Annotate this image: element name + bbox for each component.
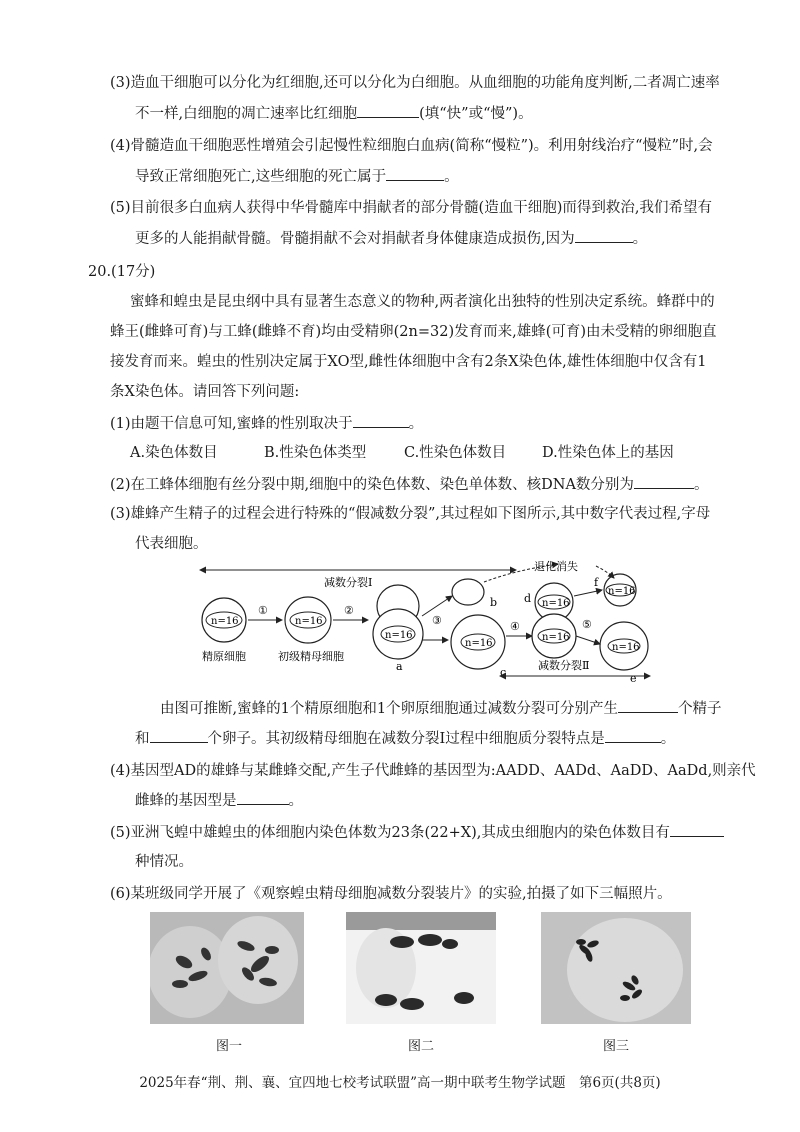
option-c[interactable]: C.性染色体数目 — [404, 445, 507, 461]
sub-question-3-inference-2: 和 个卵子。其初级精母细胞在减数分裂Ⅰ过程中细胞质分裂特点是 。 — [135, 728, 675, 749]
intro-line: 蜂王(雌蜂可育)与工蜂(雌蜂不育)均由受精卵(2n=32)发育而来,雄蜂(可育)由未受精的卵细胞直 — [110, 324, 717, 340]
chromosome-label: n=16 — [465, 638, 493, 649]
answer-blank[interactable] — [237, 790, 289, 805]
q4-line2: 导致正常细胞死亡,这些细胞的死亡属于 。 — [135, 166, 459, 187]
option-a[interactable]: A.染色体数目 — [130, 445, 218, 461]
cell-label-f: f — [594, 576, 599, 589]
spermatogonium-label: 精原细胞 — [202, 650, 246, 663]
page-footer: 2025年春“荆、荆、襄、宜四地七校考试联盟”高一期中联考生物学试题 第6页(共8页) — [139, 1075, 661, 1091]
micrograph-2 — [346, 912, 496, 1024]
option-d[interactable]: D.性染色体上的基因 — [542, 445, 674, 461]
sub-question-1: (1)由题干信息可知,蜜蜂的性别取决于 。 — [110, 413, 423, 434]
answer-blank[interactable] — [150, 728, 208, 743]
sub-question-6: (6)某班级同学开展了《观察蝗虫精母细胞减数分裂装片》的实验,拍摄了如下三幅照片。 — [110, 886, 672, 902]
answer-blank[interactable] — [670, 822, 724, 837]
figure-caption: 图三 — [603, 1039, 630, 1054]
q3-line2: 不一样,白细胞的凋亡速率比红细胞 (填“快”或“慢”)。 — [135, 103, 533, 124]
cell-label-b: b — [490, 596, 498, 609]
figure-caption: 图一 — [216, 1039, 243, 1054]
answer-blank[interactable] — [634, 474, 694, 489]
chromosome-label: n=16 — [211, 616, 239, 627]
sub-question-5-line2: 种情况。 — [135, 854, 193, 870]
figure-caption: 图二 — [408, 1039, 435, 1054]
micrograph-3 — [541, 912, 691, 1024]
chromosome-label: n=16 — [385, 630, 413, 641]
cell-label-d: d — [524, 592, 532, 605]
question-number: 20.(17分) — [88, 264, 156, 280]
q5-line1: (5)目前很多白血病人获得中华骨髓库中捐献者的部分骨髓(造血干细胞)而得到救治,我们希望有 — [110, 200, 712, 216]
chromosome-label: n=16 — [295, 616, 323, 627]
option-b[interactable]: B.性染色体类型 — [264, 445, 367, 461]
intro-line: 蜜蜂和蝗虫是昆虫纲中具有显著生态意义的物种,两者演化出独特的性别决定系统。蜂群中的 — [130, 294, 715, 310]
step-4: ④ — [510, 620, 520, 633]
sub-question-3-inference: 由图可推断,蜜蜂的1个精原细胞和1个卵原细胞通过减数分裂可分别产生 个精子 — [160, 698, 722, 719]
chromosome-label: n=16 — [542, 598, 570, 609]
cell-b — [452, 579, 484, 605]
answer-blank[interactable] — [618, 698, 678, 713]
step-1: ① — [258, 604, 268, 617]
cell-label-e: e — [630, 672, 637, 685]
q4-line1: (4)骨髓造血干细胞恶性增殖会引起慢性粒细胞白血病(简称“慢粒”)。利用射线治疗“慢粒”时,会 — [110, 138, 713, 154]
chromosome-label: n=16 — [608, 586, 636, 597]
primary-spermatocyte-label: 初级精母细胞 — [278, 650, 344, 663]
sub-question-3-line2: 代表细胞。 — [135, 536, 208, 552]
step-2: ② — [344, 604, 354, 617]
answer-blank[interactable] — [605, 728, 661, 743]
answer-blank[interactable] — [386, 166, 444, 181]
micrograph-1 — [150, 912, 304, 1024]
sub-question-3-line1: (3)雄蜂产生精子的过程会进行特殊的“假减数分裂”,其过程如下图所示,其中数字代表过程,字母 — [110, 506, 711, 522]
step-3: ③ — [432, 614, 442, 627]
sub-question-5-line1: (5)亚洲飞蝗中雄蝗虫的体细胞内染色体数为23条(22+X),其成虫细胞内的染色体数目有 — [110, 822, 724, 843]
chromosome-label: n=16 — [612, 642, 640, 653]
q5-line2: 更多的人能捐献骨髓。骨髓捐献不会对捐献者身体健康造成损伤,因为 。 — [135, 228, 647, 249]
sub-question-2: (2)在工蜂体细胞有丝分裂中期,细胞中的染色体数、染色单体数、核DNA数分别为 。 — [110, 474, 708, 495]
degenerate-label: 退化消失 — [534, 560, 578, 573]
chromosome-label: n=16 — [542, 632, 570, 643]
cell-label-a: a — [396, 660, 403, 673]
sub-question-4-line1: (4)基因型AD的雄蜂与某雌蜂交配,产生子代雌蜂的基因型为:AADD、AADd、AaDD、AaDd,则亲代 — [110, 763, 756, 779]
answer-blank[interactable] — [353, 413, 409, 428]
answer-blank[interactable] — [357, 103, 419, 118]
cell-label-c: c — [500, 666, 507, 679]
meiosis-1-label: 减数分裂Ⅰ — [324, 576, 373, 589]
answer-blank[interactable] — [575, 228, 633, 243]
meiosis-2-label: 减数分裂Ⅱ — [538, 659, 590, 672]
intro-line: 条X染色体。请回答下列问题: — [110, 384, 300, 400]
intro-line: 接发育而来。蝗虫的性别决定属于XO型,雌性体细胞中含有2条X染色体,雄性体细胞中仅含有1 — [110, 354, 707, 370]
q3-line1: (3)造血干细胞可以分化为红细胞,还可以分化为白细胞。从血细胞的功能角度判断,二者凋亡速率 — [110, 75, 720, 91]
step-5: ⑤ — [582, 618, 592, 631]
meiosis-diagram — [196, 556, 656, 686]
sub-question-4-line2: 雌蜂的基因型是 。 — [135, 790, 303, 811]
